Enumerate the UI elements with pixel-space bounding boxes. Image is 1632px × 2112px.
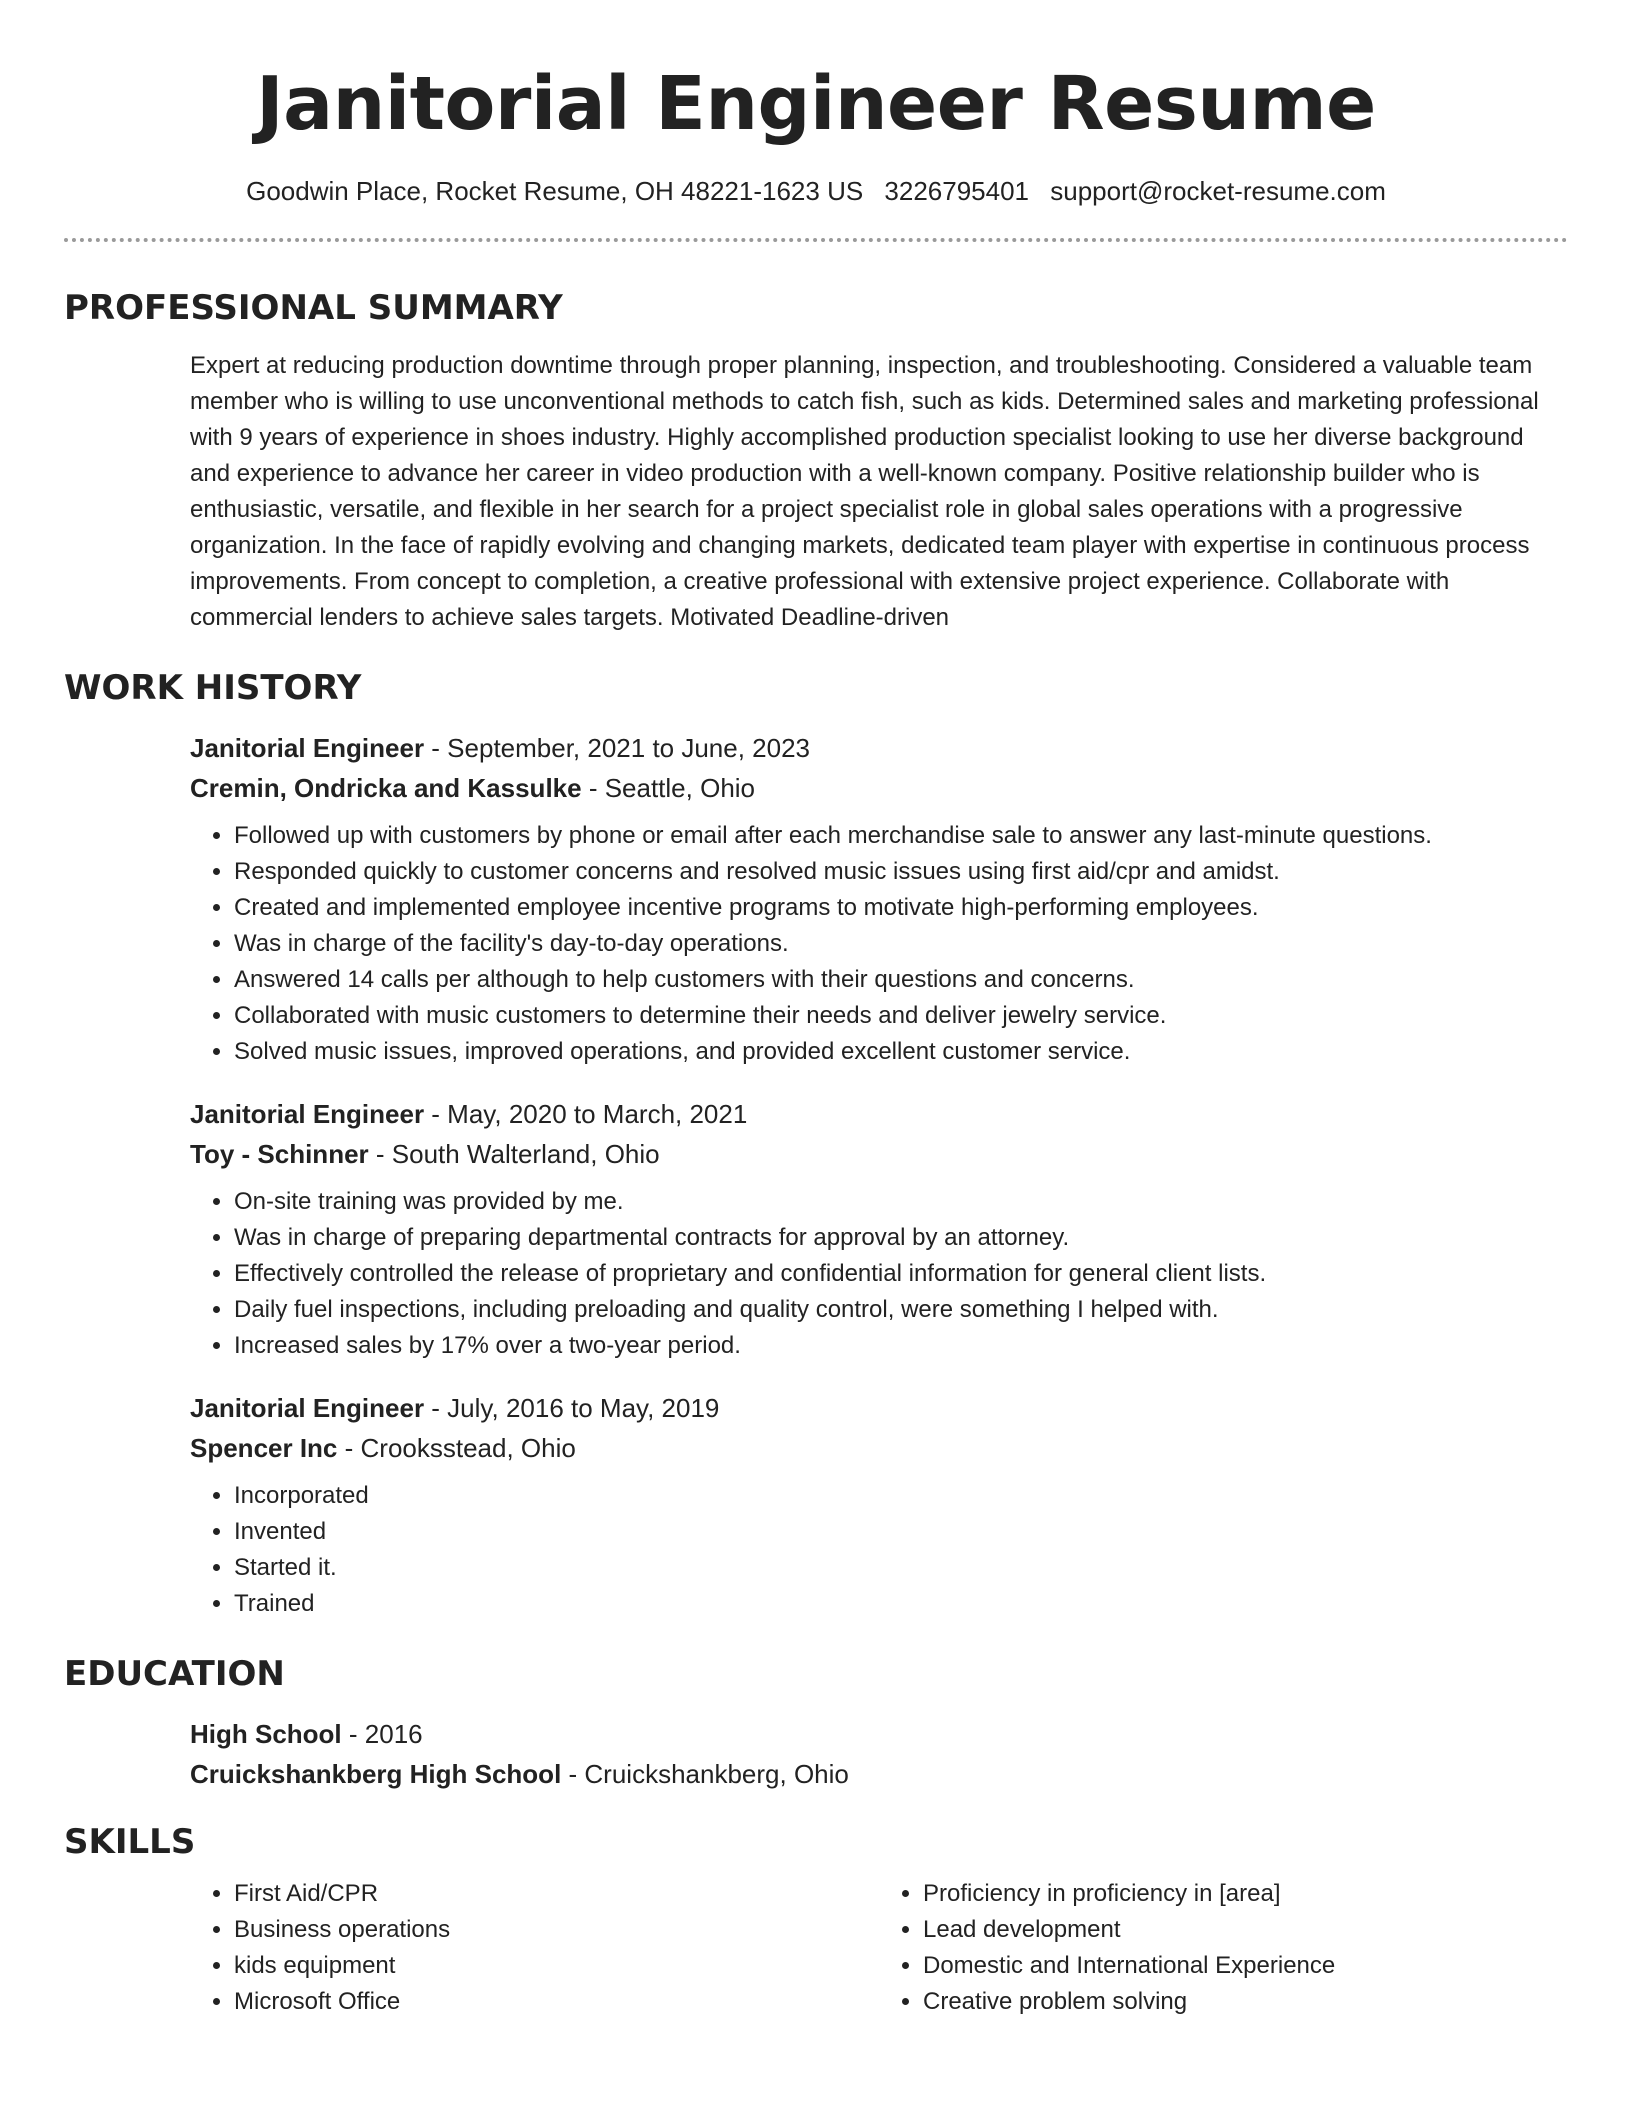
- education-degree-line: [190, 1714, 1568, 1754]
- skill-item: • kids equipment: [234, 1948, 879, 1984]
- job-company-line: [190, 1134, 1568, 1174]
- job-title: Janitorial Engineer: [190, 733, 425, 763]
- job-bullet: • Effectively controlled the release of proprietary and confidential information for general client lists.: [234, 1256, 1568, 1292]
- contact-address: Goodwin Place, Rocket Resume, OH 48221-1623 US: [246, 176, 864, 206]
- job-bullets: [190, 1184, 1568, 1364]
- job-dates: - July, 2016 to May, 2019: [424, 1393, 720, 1423]
- job-entry: [190, 1094, 1568, 1364]
- education-degree: High School: [190, 1719, 342, 1749]
- job-dates: - September, 2021 to June, 2023: [424, 733, 811, 763]
- job-company: Cremin, Ondricka and Kassulke: [190, 773, 582, 803]
- header-divider: [64, 238, 1568, 242]
- job-title: Janitorial Engineer: [190, 1393, 425, 1423]
- skills-section: [64, 1820, 1568, 2020]
- job-company: Toy - Schinner: [190, 1139, 369, 1169]
- skills-heading: SKILLS: [64, 1822, 196, 1862]
- skills-columns: [190, 1876, 1568, 2020]
- job-bullet: • Started it.: [234, 1550, 1568, 1586]
- job-bullet: • Invented: [234, 1514, 1568, 1550]
- job-title: Janitorial Engineer: [190, 1099, 425, 1129]
- work-history-heading: WORK HISTORY: [64, 668, 362, 708]
- job-company-line: [190, 768, 1568, 808]
- education-year: - 2016: [341, 1719, 423, 1749]
- job-company-line: [190, 1428, 1568, 1468]
- skills-list-left: [190, 1876, 879, 2020]
- work-history-section: [64, 666, 1568, 1622]
- skill-item: • First Aid/CPR: [234, 1876, 879, 1912]
- education-entry: [190, 1714, 1568, 1794]
- summary-section: [64, 286, 1568, 636]
- job-entry: [190, 728, 1568, 1070]
- skill-item: • Proficiency in proficiency in [area]: [923, 1876, 1568, 1912]
- resume-title: Janitorial Engineer Resume: [256, 61, 1376, 147]
- job-bullet: • Was in charge of preparing departmental contracts for approval by an attorney.: [234, 1220, 1568, 1256]
- contact-line: [64, 174, 1568, 208]
- job-bullets: [190, 818, 1568, 1070]
- job-entry: [190, 1388, 1568, 1622]
- skill-item: • Business operations: [234, 1912, 879, 1948]
- job-bullet: • Created and implemented employee incentive programs to motivate high-performing employees.: [234, 890, 1568, 926]
- job-bullet: • Answered 14 calls per although to help customers with their questions and concerns.: [234, 962, 1568, 998]
- skill-item: • Creative problem solving: [923, 1984, 1568, 2020]
- job-bullet: • Trained: [234, 1586, 1568, 1622]
- job-bullet: • Was in charge of the facility's day-to-day operations.: [234, 926, 1568, 962]
- job-location: - Seattle, Ohio: [581, 773, 756, 803]
- job-location: - Crooksstead, Ohio: [337, 1433, 576, 1463]
- contact-email: support@rocket-resume.com: [1050, 176, 1386, 206]
- job-bullet: • Solved music issues, improved operations, and provided excellent customer service.: [234, 1034, 1568, 1070]
- job-bullet: • Daily fuel inspections, including preloading and quality control, were something I helped with.: [234, 1292, 1568, 1328]
- skill-item: • Lead development: [923, 1912, 1568, 1948]
- education-section: [64, 1652, 1568, 1794]
- job-title-line: [190, 1388, 1568, 1428]
- contact-phone: 3226795401: [884, 176, 1030, 206]
- job-title-line: [190, 728, 1568, 768]
- job-bullet: • Followed up with customers by phone or email after each merchandise sale to answer any last-minute questions.: [234, 818, 1568, 854]
- job-bullet: • On-site training was provided by me.: [234, 1184, 1568, 1220]
- skill-item: • Microsoft Office: [234, 1984, 879, 2020]
- job-bullet: • Incorporated: [234, 1478, 1568, 1514]
- summary-text: Expert at reducing production downtime through proper planning, inspection, and troubleshooting. Considered a valuable team member who is willing to use unconventional methods to catch fish, such as kids. Determined sales and marketing professional with 9 years of experience in shoes industry. Highly accomplished production specialist looking to use her diverse background and experience to advance her career in video production with a well-known company. Positive relationship builder who is enthusiastic, versatile, and flexible in her search for a project specialist role in global sales operations with a progressive organization. In the face of rapidly evolving and changing markets, dedicated team player with expertise in continuous process improvements. From concept to completion, a creative professional with extensive project experience. Collaborate with commercial lenders to achieve sales targets. Motivated Deadline-driven: [190, 352, 1539, 631]
- job-bullet: • Collaborated with music customers to determine their needs and deliver jewelry service.: [234, 998, 1568, 1034]
- education-heading: EDUCATION: [64, 1654, 285, 1694]
- summary-heading: PROFESSIONAL SUMMARY: [64, 288, 563, 328]
- job-bullet: • Responded quickly to customer concerns and resolved music issues using first aid/cpr and amidst.: [234, 854, 1568, 890]
- job-bullets: [190, 1478, 1568, 1622]
- education-school-line: [190, 1754, 1568, 1794]
- job-bullet: • Increased sales by 17% over a two-year period.: [234, 1328, 1568, 1364]
- skill-item: • Domestic and International Experience: [923, 1948, 1568, 1984]
- education-location: - Cruickshankberg, Ohio: [561, 1759, 849, 1789]
- job-title-line: [190, 1094, 1568, 1134]
- education-school: Cruickshankberg High School: [190, 1759, 562, 1789]
- job-dates: - May, 2020 to March, 2021: [424, 1099, 748, 1129]
- skills-list-right: [879, 1876, 1568, 2020]
- job-company: Spencer Inc: [190, 1433, 338, 1463]
- job-location: - South Walterland, Ohio: [368, 1139, 660, 1169]
